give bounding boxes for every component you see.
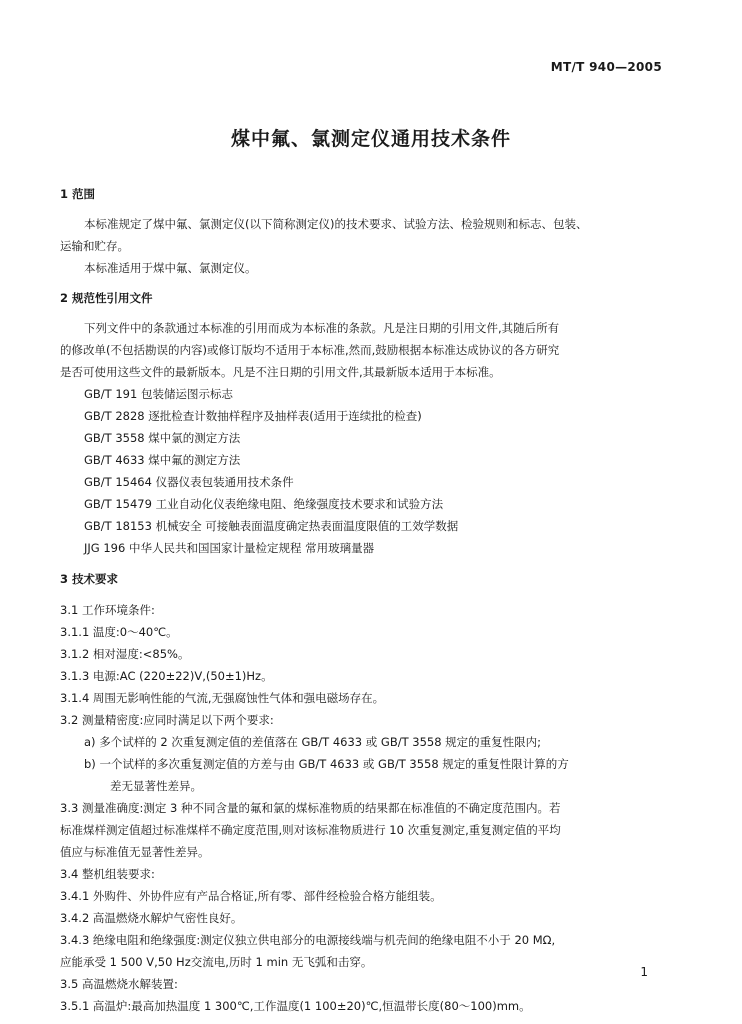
clause-line: 3.3 测量准确度:测定 3 种不同含量的氟和氯的煤标准物质的结果都在标准值的不确定度范围内。若 (60, 801, 561, 815)
section-3-heading: 3 技术要求 (60, 572, 119, 586)
paragraph-line: 运输和贮存。 (60, 239, 129, 253)
reference-item: JJG 196 中华人民共和国国家计量检定规程 常用玻璃量器 (84, 541, 375, 555)
clause-line: 3.4.2 高温燃烧水解炉气密性良好。 (60, 911, 243, 925)
reference-item: GB/T 3558 煤中氯的测定方法 (84, 431, 241, 445)
reference-item: GB/T 15479 工业自动化仪表绝缘电阻、绝缘强度技术要求和试验方法 (84, 497, 444, 511)
clause-line: 3.4.1 外购件、外协件应有产品合格证,所有零、部件经检验合格方能组装。 (60, 889, 442, 903)
reference-item: GB/T 2828 逐批检查计数抽样程序及抽样表(适用于连续批的检查) (84, 409, 422, 423)
section-2-heading: 2 规范性引用文件 (60, 291, 153, 305)
clause-line: 3.1.3 电源:AC (220±22)V,(50±1)Hz。 (60, 669, 273, 683)
clause-line: a) 多个试样的 2 次重复测定值的差值落在 GB/T 4633 或 GB/T 3558 规定的重复性限内; (84, 735, 542, 749)
clause-line: 3.1.4 周围无影响性能的气流,无强腐蚀性气体和强电磁场存在。 (60, 691, 385, 705)
reference-item: GB/T 4633 煤中氟的测定方法 (84, 453, 241, 467)
page-number: 1 (640, 965, 648, 979)
clause-line: 差无显著性差异。 (110, 779, 202, 793)
clause-line: 值应与标准值无显著性差异。 (60, 845, 210, 859)
clause-line: 3.4.3 绝缘电阻和绝缘强度:测定仪独立供电部分的电源接线端与机壳间的绝缘电阻不小于 20 MΩ, (60, 933, 556, 947)
clause-line: 标准煤样测定值超过标准煤样不确定度范围,则对该标准物质进行 10 次重复测定,重复测定值的平均 (60, 823, 561, 837)
clause-line: 3.5 高温燃烧水解装置: (60, 977, 178, 991)
paragraph-line: 是否可使用这些文件的最新版本。凡是不注日期的引用文件,其最新版本适用于本标准。 (60, 365, 501, 379)
clause-line: 3.5.1 高温炉:最高加热温度 1 300℃,工作温度(1 100±20)℃,恒温带长度(80～100)mm。 (60, 999, 531, 1013)
reference-item: GB/T 18153 机械安全 可接触表面温度确定热表面温度限值的工效学数据 (84, 519, 459, 533)
clause-line: 应能承受 1 500 V,50 Hz交流电,历时 1 min 无飞弧和击穿。 (60, 955, 373, 969)
clause-line: 3.4 整机组装要求: (60, 867, 155, 881)
clause-line: 3.1 工作环境条件: (60, 603, 155, 617)
section-1-heading: 1 范围 (60, 187, 96, 201)
clause-line: b) 一个试样的多次重复测定值的方差与由 GB/T 4633 或 GB/T 3558 规定的重复性限计算的方 (84, 757, 569, 771)
document-title: 煤中氟、氯测定仪通用技术条件 (230, 128, 511, 150)
paragraph-line: 的修改单(不包括勘误的内容)或修订版均不适用于本标准,然而,鼓励根据本标准达成协议的各方研究 (60, 343, 560, 357)
reference-item: GB/T 15464 仪器仪表包装通用技术条件 (84, 475, 294, 489)
clause-line: 3.1.2 相对湿度:<85%。 (60, 647, 190, 661)
paragraph-line: 本标准规定了煤中氟、氯测定仪(以下简称测定仪)的技术要求、试验方法、检验规则和标志、包装、 (84, 217, 588, 231)
clause-line: 3.2 测量精密度:应同时满足以下两个要求: (60, 713, 274, 727)
reference-item: GB/T 191 包装储运图示标志 (84, 387, 233, 401)
paragraph-line: 本标准适用于煤中氟、氯测定仪。 (84, 261, 257, 275)
paragraph-line: 下列文件中的条款通过本标准的引用而成为本标准的条款。凡是注日期的引用文件,其随后所有 (84, 321, 560, 335)
clause-line: 3.1.1 温度:0～40℃。 (60, 625, 178, 639)
standard-code: MT/T 940—2005 (550, 60, 662, 74)
